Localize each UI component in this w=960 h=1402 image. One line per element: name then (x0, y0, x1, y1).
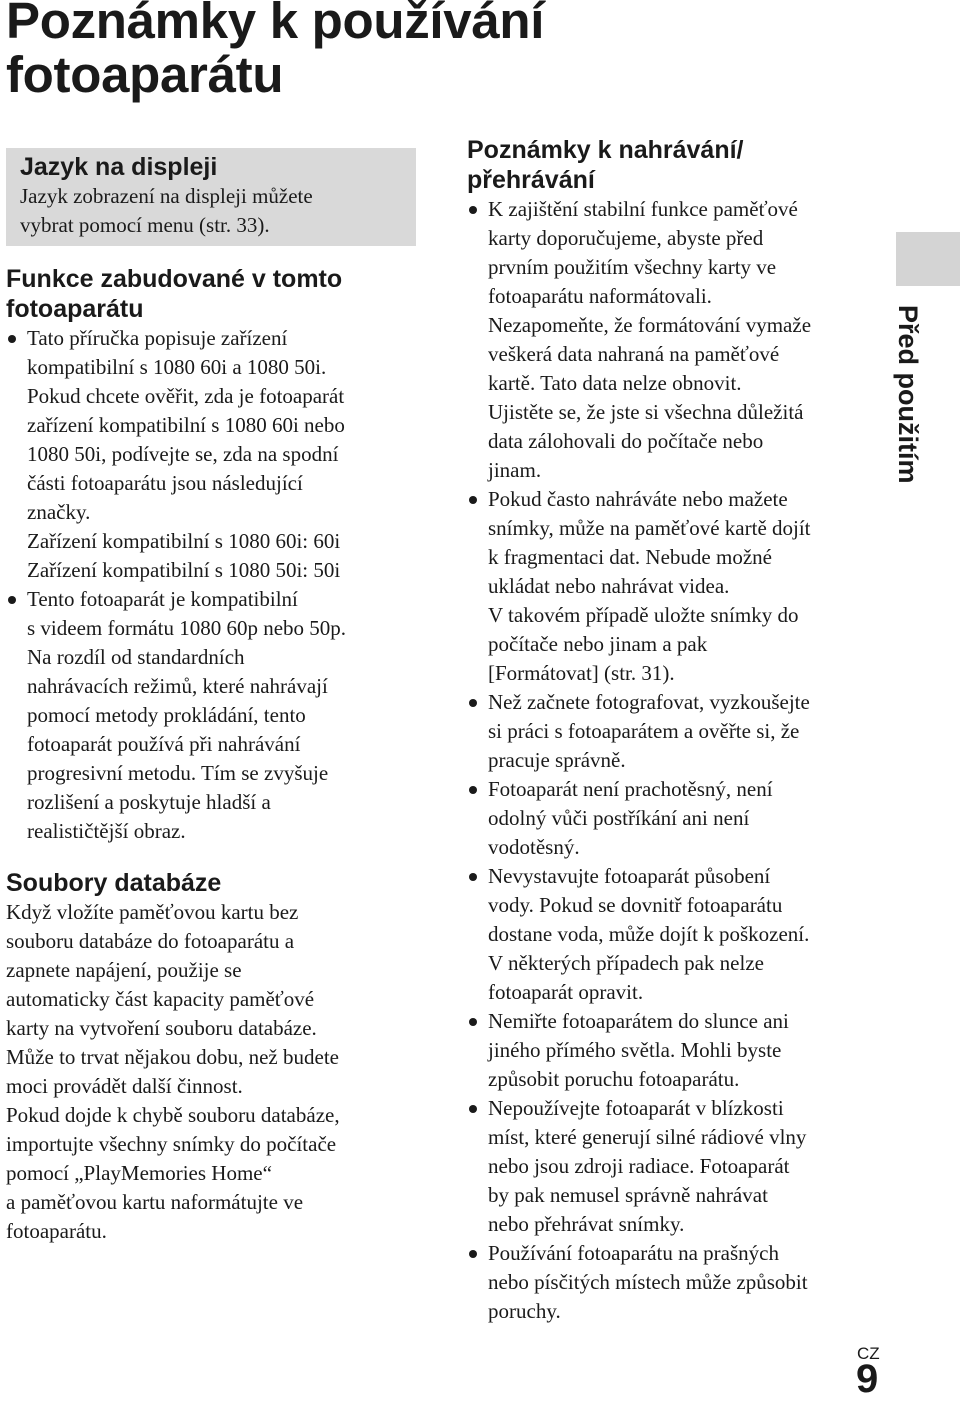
display-language-heading: Jazyk na displeji (20, 153, 218, 181)
functions-heading: Funkce zabudované v tomto fotoaparátu (6, 265, 343, 323)
recording-notes-list (467, 195, 882, 1326)
list-item: Než začnete fotografovat, vyzkoušejte si práci s fotoaparátem a ověřte si, že pracuje správně. (467, 688, 882, 775)
list-item: Fotoaparát není prachotěsný, není odolný vůči postříkání ani není vodotěsný. (467, 775, 882, 862)
right-column (467, 135, 882, 1326)
language-code: CZ (857, 1344, 880, 1363)
database-heading: Soubory databáze (6, 869, 222, 897)
section-tab-marker (896, 232, 960, 286)
list-item: Nepoužívejte fotoaparát v blízkosti míst, které generují silné rádiové vlny nebo jsou zdroji radiace. Fotoaparát by pak nemusel správně nahrávat nebo přehrávat snímky. (467, 1094, 882, 1239)
display-language-box (6, 148, 416, 246)
list-item: Tento fotoaparát je kompatibilní s videem formátu 1080 60p nebo 50p. Na rozdíl od standardních nahrávacích režimů, které nahrávají pomocí metody prokládání, tento fotoaparát používá při nahrávání progresivní metodu. Tím se zvyšuje rozlišení a poskytuje hladší a realističtější obraz. (6, 585, 416, 846)
functions-list (6, 324, 416, 846)
database-text: Když vložíte paměťovou kartu bez souboru databáze do fotoaparátu a zapnete napájení, použije se automaticky část kapacity paměťové karty na vytvoření souboru databáze. Může to trvat nějakou dobu, než budete moci provádět další činnost. Pokud dojde k chybě souboru databáze, importujte všechny snímky do počítače pomocí „PlayMemories Home“ a paměťovou kartu naformátujte ve fotoaparátu. (6, 900, 340, 1243)
database-section (6, 868, 416, 1246)
section-side-label: Před použitím (893, 305, 923, 484)
list-item: Nemiřte fotoaparátem do slunce ani jiného přímého světla. Mohli byste způsobit poruchu fotoaparátu. (467, 1007, 882, 1094)
list-item: Pokud často nahráváte nebo mažete snímky, může na paměťové kartě dojít k fragmentaci dat. Nebude možné ukládat nebo nahrávat videa. V takovém případě uložte snímky do počítače nebo jinam a pak [Formátovat] (str. 31). (467, 485, 882, 688)
recording-playback-heading: Poznámky k nahrávání/ přehrávání (467, 136, 744, 194)
page-title: Poznámky k používání fotoaparátu (6, 0, 545, 103)
left-column (6, 148, 416, 1268)
list-item: Nevystavujte fotoaparát působení vody. Pokud se dovnitř fotoaparátu dostane voda, může dojít k poškození. V některých případech pak nelze fotoaparát opravit. (467, 862, 882, 1007)
page-number: 9 (856, 1357, 879, 1401)
list-item: K zajištění stabilní funkce paměťové karty doporučujeme, abyste před prvním použitím všechny karty ve fotoaparátu naformátovali. Nezapomeňte, že formátování vymaže veškerá data nahraná na paměťové kartě. Tato data nelze obnovit. Ujistěte se, že jste si všechna důležitá data zálohovali do počítače nebo jinam. (467, 195, 882, 485)
list-item: Používání fotoaparátu na prašných nebo písčitých místech může způsobit poruchy. (467, 1239, 882, 1326)
list-item: Tato příručka popisuje zařízení kompatibilní s 1080 60i a 1080 50i. Pokud chcete ověřit, zda je fotoaparát zařízení kompatibilní s 1080 60i nebo 1080 50i, podívejte se, zda na spodní části fotoaparátu jsou následující značky. Zařízení kompatibilní s 1080 60i: 60i Zařízení kompatibilní s 1080 50i: 50i (6, 324, 416, 585)
functions-section (6, 264, 416, 846)
display-language-text: Jazyk zobrazení na displeji můžete vybrat pomocí menu (str. 33). (20, 184, 313, 237)
